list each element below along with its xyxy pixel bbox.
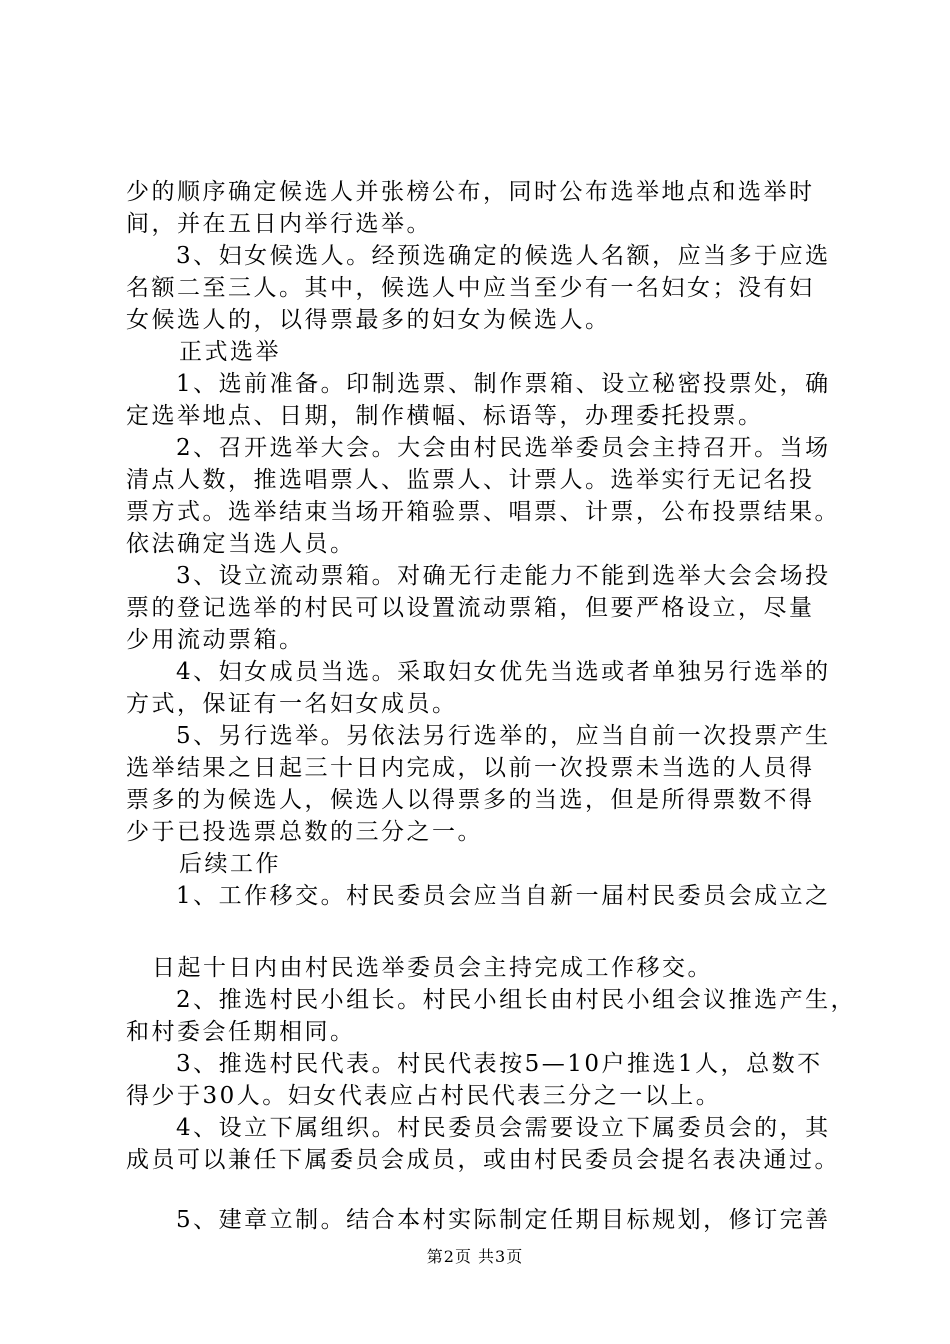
text-line: 2、推选村民小组长。村民小组长由村民小组会议推选产生， xyxy=(176,987,857,1013)
text-line: 少的顺序确定候选人并张榜公布，同时公布选举地点和选举时 xyxy=(126,179,815,205)
text-line: 名额二至三人。其中，候选人中应当至少有一名妇女；没有妇 xyxy=(126,275,815,301)
text-line: 和村委会任期相同。 xyxy=(126,1019,356,1045)
text-line: 票的登记选举的村民可以设置流动票箱，但要严格设立，尽量 xyxy=(126,595,815,621)
text-line: 5、建章立制。结合本村实际制定任期目标规划，修订完善 xyxy=(176,1207,831,1233)
section-heading: 正式选举 xyxy=(179,339,281,365)
text-line: 成员可以兼任下属委员会成员，或由村民委员会提名表决通过。 xyxy=(126,1147,840,1173)
page-footer: 第2页 共3页 xyxy=(426,1247,524,1266)
text-line: 女候选人的，以得票最多的妇女为候选人。 xyxy=(126,307,611,333)
text-line: 得少于30人。妇女代表应占村民代表三分之一以上。 xyxy=(126,1083,722,1109)
text-line: 5、另行选举。另依法另行选举的，应当自前一次投票产生 xyxy=(176,723,831,749)
text-line: 定选举地点、日期，制作横幅、标语等，办理委托投票。 xyxy=(126,403,764,429)
text-line: 4、设立下属组织。村民委员会需要设立下属委员会的，其 xyxy=(176,1115,831,1141)
document-body xyxy=(126,176,857,1236)
text-line: 清点人数，推选唱票人、监票人、计票人。选举实行无记名投 xyxy=(126,467,815,493)
text-line: 票多的为候选人，候选人以得票多的当选，但是所得票数不得 xyxy=(126,787,815,813)
text-line: 3、设立流动票箱。对确无行走能力不能到选举大会会场投 xyxy=(176,563,831,589)
text-line: 少于已投选票总数的三分之一。 xyxy=(126,819,483,845)
text-line: 间，并在五日内举行选举。 xyxy=(126,211,432,237)
text-line: 2、召开选举大会。大会由村民选举委员会主持召开。当场 xyxy=(176,435,831,461)
text-line: 1、选前准备。印制选票、制作票箱、设立秘密投票处，确 xyxy=(176,371,831,397)
text-line: 票方式。选举结束当场开箱验票、唱票、计票，公布投票结果。 xyxy=(126,499,840,525)
section-heading: 后续工作 xyxy=(179,851,281,877)
text-line: 日起十日内由村民选举委员会主持完成工作移交。 xyxy=(152,955,713,981)
text-line: 4、妇女成员当选。采取妇女优先当选或者单独另行选举的 xyxy=(176,659,831,685)
text-line: 3、妇女候选人。经预选确定的候选人名额，应当多于应选 xyxy=(176,243,831,269)
text-line: 1、工作移交。村民委员会应当自新一届村民委员会成立之 xyxy=(176,883,831,909)
text-line: 选举结果之日起三十日内完成，以前一次投票未当选的人员得 xyxy=(126,755,815,781)
text-line: 依法确定当选人员。 xyxy=(126,531,356,557)
text-line: 3、推选村民代表。村民代表按5—10户推选1人，总数不 xyxy=(176,1051,823,1077)
text-line: 方式，保证有一名妇女成员。 xyxy=(126,691,458,717)
text-line: 少用流动票箱。 xyxy=(126,627,305,653)
